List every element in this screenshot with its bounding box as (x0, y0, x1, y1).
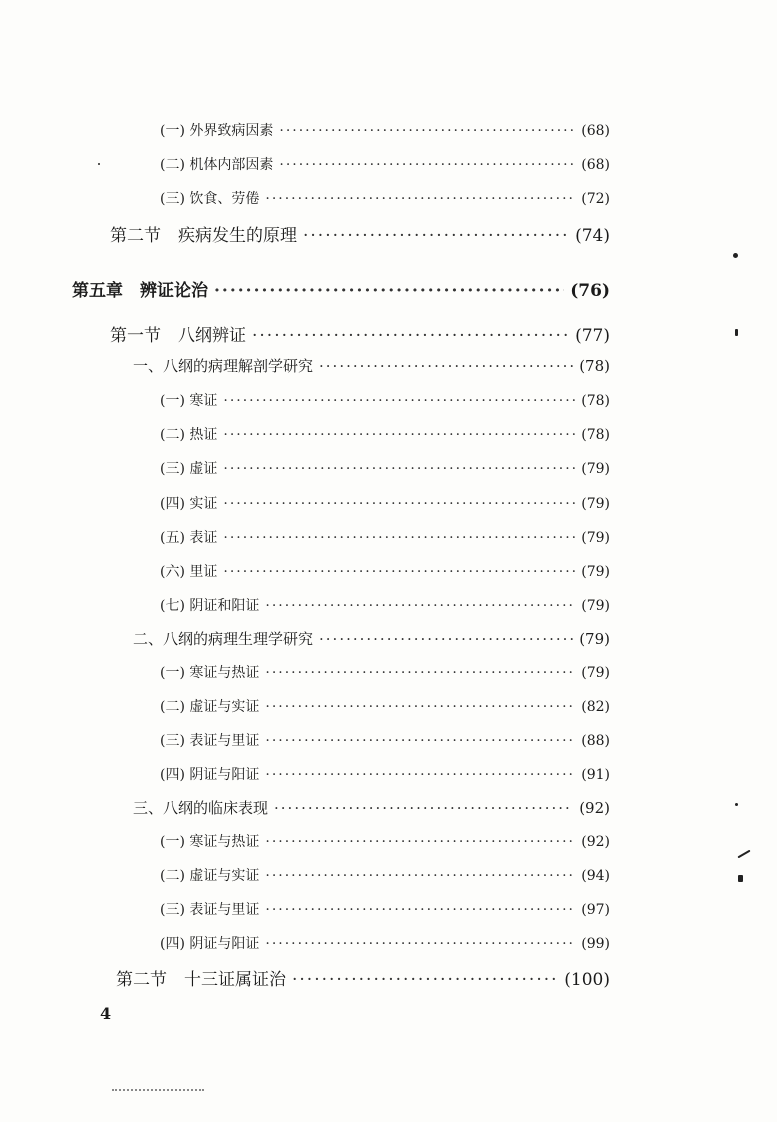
scan-speck (733, 253, 738, 258)
toc-entry (160, 424, 610, 444)
toc-entry-page: (72) (581, 191, 610, 207)
toc-entry-page: (94) (581, 868, 610, 884)
toc-entry-label: (四) 实证 (160, 496, 218, 512)
toc-entry (160, 764, 610, 784)
toc-entry-page: (78) (581, 393, 610, 409)
leader-dots (265, 902, 575, 918)
scan-speck (735, 803, 738, 806)
scan-speck (735, 329, 738, 336)
toc-subsection (133, 797, 610, 818)
leader-dots (265, 936, 575, 952)
leader-dots (265, 868, 575, 884)
toc-entry (160, 561, 610, 581)
toc-chapter (72, 276, 610, 301)
toc-entry-page: (79) (581, 665, 610, 681)
scan-speck (737, 850, 750, 859)
toc-entry (160, 831, 610, 851)
toc-entry-page: (88) (581, 733, 610, 749)
leader-dots (223, 530, 575, 546)
toc-entry-label: 第二节 十三证属证治 (116, 970, 286, 990)
toc-entry-page: (78) (581, 427, 610, 443)
toc-section (116, 965, 610, 990)
leader-dots (252, 326, 569, 346)
leader-dots (223, 564, 575, 580)
toc-entry (160, 662, 610, 682)
toc-entry-label: (一) 外界致病因素 (160, 123, 274, 139)
toc-entry-label: 二、八纲的病理生理学研究 (133, 630, 314, 648)
leader-dots (265, 699, 575, 715)
toc-entry-page: (92) (579, 799, 610, 817)
toc-entry (160, 933, 610, 953)
toc-entry (160, 899, 610, 919)
toc-entry-label: (二) 热证 (160, 427, 218, 443)
toc-entry-label: (一) 寒证与热证 (160, 834, 260, 850)
toc-entry (160, 696, 610, 716)
leader-dots (279, 123, 575, 139)
toc-section (110, 321, 610, 346)
toc-entry-label: 第五章 辨证论治 (72, 281, 208, 301)
toc-entry-label: (四) 阴证与阳证 (160, 936, 260, 952)
toc-entry (160, 154, 610, 174)
leader-dots (303, 226, 569, 246)
toc-subsection (133, 628, 610, 649)
leader-dots (265, 767, 575, 783)
toc-entry-page: (79) (581, 564, 610, 580)
toc-entry-page: (79) (581, 598, 610, 614)
toc-entry-page: (79) (579, 630, 610, 648)
toc-entry (160, 390, 610, 410)
leader-dots (265, 191, 575, 207)
toc-entry-page: (68) (581, 157, 610, 173)
toc-entry-label: (三) 饮食、劳倦 (160, 191, 260, 207)
toc-entry-label: (五) 表证 (160, 530, 218, 546)
leader-dots (265, 834, 575, 850)
toc-entry-page: (91) (581, 767, 610, 783)
toc-entry (160, 188, 610, 208)
leader-dots (265, 733, 575, 749)
toc-entry-page: (74) (575, 226, 610, 246)
toc-entry-page: (68) (581, 123, 610, 139)
leader-dots (223, 393, 575, 409)
page-number: 4 (100, 1004, 112, 1023)
leader-dots (265, 598, 575, 614)
leader-dots (265, 665, 575, 681)
toc-entry-page: (100) (564, 970, 610, 990)
toc-entry-page: (76) (570, 281, 610, 301)
toc-subsection (133, 355, 610, 376)
leader-dots (223, 427, 575, 443)
toc-entry (160, 493, 610, 513)
toc-entry-page: (77) (575, 326, 610, 346)
toc-entry-page: (92) (581, 834, 610, 850)
toc-entry-label: (三) 表证与里证 (160, 902, 260, 918)
toc-entry-label: (三) 虚证 (160, 461, 218, 477)
scan-speck (738, 875, 743, 882)
toc-entry (160, 120, 610, 140)
toc-entry (160, 458, 610, 478)
toc-entry-label: (一) 寒证 (160, 393, 218, 409)
scan-speck (98, 163, 100, 165)
toc-entry-page: (79) (581, 496, 610, 512)
toc-entry-label: (七) 阴证和阳证 (160, 598, 260, 614)
toc-section (110, 221, 610, 246)
toc-entry-label: (二) 机体内部因素 (160, 157, 274, 173)
leader-dots (292, 970, 558, 990)
toc-entry-label: (二) 虚证与实证 (160, 699, 260, 715)
toc-entry-label: (四) 阴证与阳证 (160, 767, 260, 783)
toc-entry-label: (一) 寒证与热证 (160, 665, 260, 681)
leader-dots (279, 157, 575, 173)
toc-entry-page: (78) (579, 357, 610, 375)
toc-entry (160, 730, 610, 750)
toc-entry-label: 第二节 疾病发生的原理 (110, 226, 297, 246)
toc-entry-page: (79) (581, 461, 610, 477)
toc-entry-page: (97) (581, 902, 610, 918)
toc-entry-page: (99) (581, 936, 610, 952)
toc-entry (160, 865, 610, 885)
toc-entry-label: (三) 表证与里证 (160, 733, 260, 749)
toc-entry-label: 一、八纲的病理解剖学研究 (133, 357, 314, 375)
scan-artifact-line (112, 1089, 204, 1091)
leader-dots (223, 461, 575, 477)
toc-entry-label: (二) 虚证与实证 (160, 868, 260, 884)
leader-dots (223, 496, 575, 512)
toc-entry-page: (79) (581, 530, 610, 546)
toc-entry-page: (82) (581, 699, 610, 715)
toc-entry-label: 第一节 八纲辨证 (110, 326, 246, 346)
leader-dots (274, 799, 573, 817)
toc-entry (160, 527, 610, 547)
leader-dots (319, 630, 573, 648)
toc-entry-label: 三、八纲的临床表现 (133, 799, 269, 817)
toc-entry (160, 595, 610, 615)
leader-dots (214, 281, 564, 301)
leader-dots (319, 357, 573, 375)
toc-entry-label: (六) 里证 (160, 564, 218, 580)
